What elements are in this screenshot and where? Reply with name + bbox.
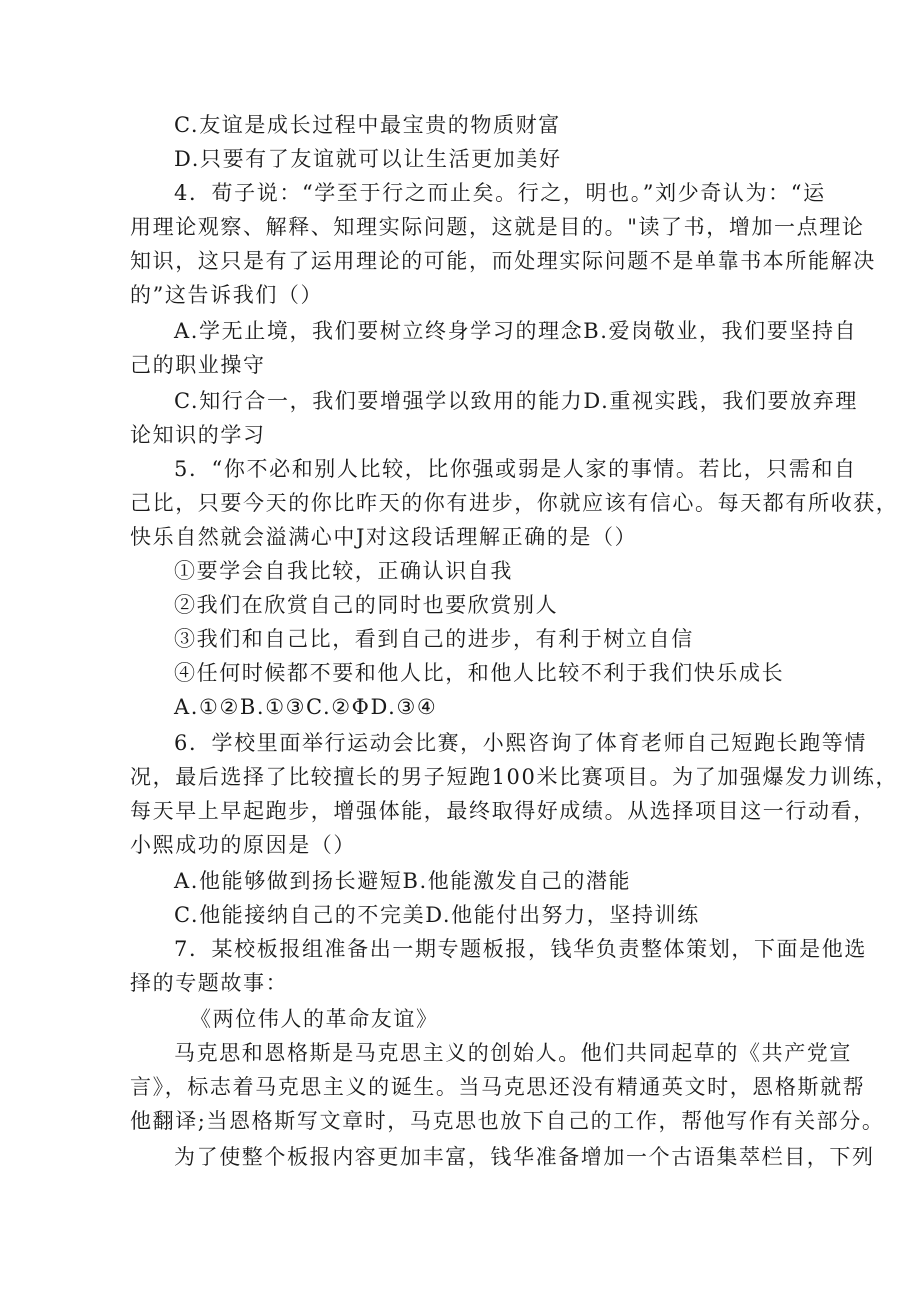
question-5-options: A.①②B.①③C.②ΦD.③④ xyxy=(174,695,438,719)
question-5-statement-3: ③我们和自己比，看到自己的进步，有利于树立自信 xyxy=(174,627,694,651)
option-c-q3: C.友谊是成长过程中最宝贵的物质财富 xyxy=(174,113,561,137)
question-6-text: 每天早上早起跑步，增强体能，最终取得好成绩。从选择项目这一行动看， xyxy=(130,799,876,823)
question-6-options-ab: A.他能够做到扬长避短B.他能激发自己的潜能 xyxy=(174,869,632,893)
question-6-text: 况，最后选择了比较擅长的男子短跑100米比赛项目。为了加强爆发力训练， xyxy=(130,765,899,789)
question-6-stem: 6．学校里面举行运动会比赛，小熙咨询了体育老师自己短跑长跑等情 xyxy=(174,731,867,755)
question-5-text: 快乐自然就会溢满心中J对这段话理解正确的是（） xyxy=(130,525,638,549)
question-5-stem: 5．“你不必和别人比较，比你强或弱是人家的事情。若比，只需和自 xyxy=(174,457,857,481)
option-d-q3: D.只要有了友谊就可以让生活更加美好 xyxy=(174,147,562,171)
question-5-text: 己比，只要今天的你比昨天的你有进步，你就应该有信心。每天都有所收获， xyxy=(130,491,899,515)
question-4-options-ab: 己的职业操守 xyxy=(130,353,266,377)
question-5-statement-4: ④任何时候都不要和他人比，和他人比较不利于我们快乐成长 xyxy=(174,661,785,685)
question-6-options-cd: C.他能接纳自己的不完美D.他能付出努力，坚持训练 xyxy=(174,903,700,927)
question-4-stem: 4．荀子说：“学至于行之而止矣。行之，明也。”刘少奇认为：“运 xyxy=(174,181,826,205)
story-title: 《两位伟人的革命友谊》 xyxy=(190,1007,439,1031)
story-paragraph: 言》，标志着马克思主义的诞生。当马克思还没有精通英文时，恩格斯就帮 xyxy=(130,1075,866,1099)
question-7-continuation: 为了使整个板报内容更加丰富，钱华准备增加一个古语集萃栏目，下列 xyxy=(174,1145,875,1169)
story-paragraph: 他翻译;当恩格斯写文章时，马克思也放下自己的工作，帮他写作有关部分。 xyxy=(130,1109,885,1133)
question-5-statement-1: ①要学会自我比较，正确认识自我 xyxy=(174,559,513,583)
question-4-text: 的”这告诉我们（） xyxy=(130,283,324,307)
question-6-text: 小熙成功的原因是（） xyxy=(130,833,356,857)
question-7-stem: 7．某校板报组准备出一期专题板报，钱华负责整体策划，下面是他选 xyxy=(174,937,867,961)
question-4-text: 知识，这只是有了运用理论的可能，而处理实际问题不是单靠书本所能解决 xyxy=(130,249,876,273)
question-7-text: 择的专题故事： xyxy=(130,971,289,995)
story-paragraph: 马克思和恩格斯是马克思主义的创始人。他们共同起草的《共产党宣 xyxy=(174,1041,852,1065)
question-4-options-cd: C.知行合一，我们要增强学以致用的能力D.重视实践，我们要放弃理 xyxy=(174,389,858,413)
question-4-text: 用理论观察、解释、知理实际问题，这就是目的。"读了书，增加一点理论 xyxy=(130,215,865,239)
question-4-options-cd: 论知识的学习 xyxy=(130,423,266,447)
question-5-statement-2: ②我们在欣赏自己的同时也要欣赏别人 xyxy=(174,593,559,617)
question-4-options-ab: A.学无止境，我们要树立终身学习的理念B.爱岗敬业，我们要坚持自 xyxy=(174,319,858,343)
